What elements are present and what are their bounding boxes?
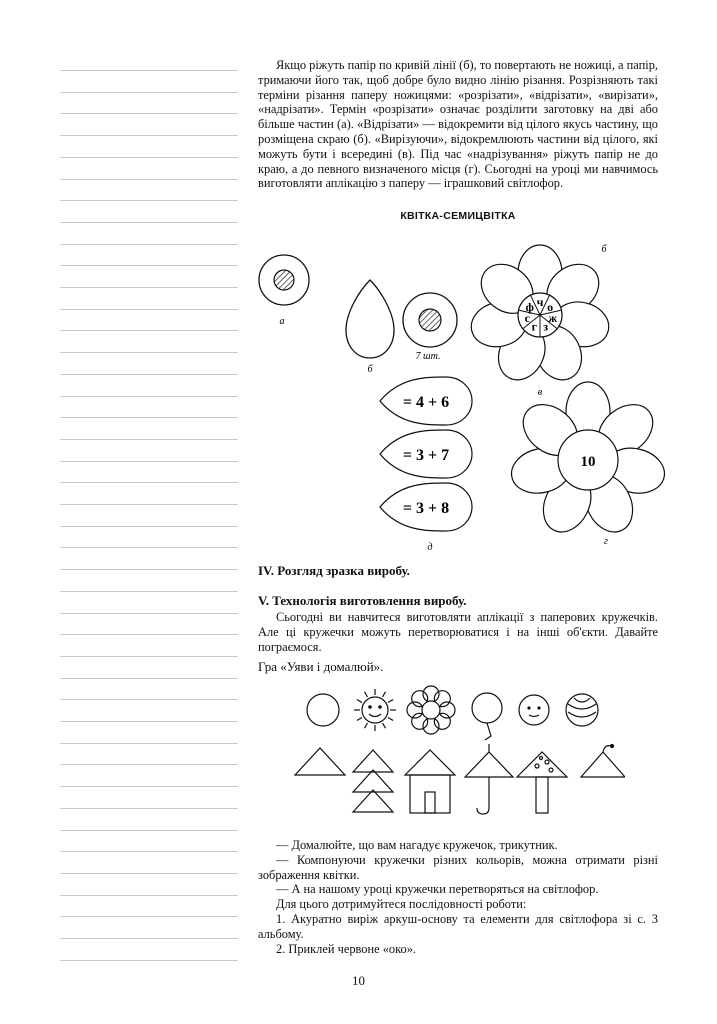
note-line bbox=[60, 461, 238, 462]
note-line bbox=[60, 439, 238, 440]
label-a: а bbox=[279, 316, 285, 327]
center-number: 10 bbox=[580, 454, 596, 470]
note-line bbox=[60, 526, 238, 527]
note-line bbox=[60, 830, 238, 831]
note-line bbox=[60, 222, 238, 223]
instruction-line-6: 2. Приклей червоне «око». bbox=[276, 941, 416, 956]
petal-letter: с bbox=[524, 310, 530, 325]
instruction-line-4: Для цього дотримуйтеся послідовності роботи: bbox=[276, 897, 527, 912]
flower-figure bbox=[250, 232, 670, 562]
petal-letter: о bbox=[547, 299, 554, 314]
note-line bbox=[60, 786, 238, 787]
note-line bbox=[60, 938, 238, 939]
note-line bbox=[60, 482, 238, 483]
note-line bbox=[60, 396, 238, 397]
petal-letter: ж bbox=[548, 310, 558, 325]
game-title: Гра «Уяви і домалюй». bbox=[258, 659, 384, 674]
label-d: д bbox=[427, 542, 433, 553]
umbrella-drawing bbox=[465, 744, 513, 814]
note-line bbox=[60, 504, 238, 505]
note-line bbox=[60, 374, 238, 375]
note-line bbox=[60, 309, 238, 310]
note-line bbox=[60, 70, 238, 71]
note-line bbox=[60, 244, 238, 245]
mushroom-drawing bbox=[517, 752, 567, 813]
instruction-line-2: — Компонуючи кружечки різних кольорів, можна отримати різні зображення квітки. bbox=[258, 852, 658, 882]
count-label: 7 шт. bbox=[415, 351, 441, 362]
section-v-body bbox=[258, 610, 658, 654]
note-line bbox=[60, 547, 238, 548]
plain-circle bbox=[307, 694, 339, 726]
section-iv-title: IV. Розгляд зразка виробу. bbox=[258, 563, 410, 578]
note-line bbox=[60, 569, 238, 570]
page-number: 10 bbox=[352, 973, 365, 988]
intro-text: Якщо ріжуть папір по кривій лінії (б), то повертають не ножиці, а папір, тримаючи його так, щоб добре було видно лінію різання. Розрізняють такі терміни різання паперу ножицями: «розрізати», «відрізати», «вирізати», «надрізати». Термін «розрізати» означає розділити заготовку на дві або більше частин (а). «Відрізати» — відокремити від цілого якусь частину, що розміщена скраю (б). «Вирізуючи», відокремлюють частини від цілого, які можуть бути і всередині (в). Під час «надрізування» ріжуть папір не до краю, а до певного визначеного місця (г). Сьогодні на уроці ми навчимось виготовляти аплікацію з паперу — іграшковий світлофор. bbox=[258, 58, 658, 191]
petal-letter: з bbox=[543, 319, 549, 334]
instructions bbox=[258, 838, 658, 956]
bird-drawing bbox=[581, 745, 625, 778]
note-line bbox=[60, 634, 238, 635]
ball-drawing bbox=[566, 694, 598, 726]
note-line bbox=[60, 808, 238, 809]
equation-text: = 4 + 6 bbox=[402, 394, 450, 411]
note-line bbox=[60, 92, 238, 93]
label-b: б bbox=[367, 364, 373, 375]
balloon-drawing bbox=[472, 693, 502, 740]
label-v: в bbox=[537, 387, 543, 398]
note-line bbox=[60, 699, 238, 700]
note-line bbox=[60, 287, 238, 288]
section-v-title: V. Технологія виготовлення виробу. bbox=[258, 593, 467, 608]
equation-text: = 3 + 7 bbox=[402, 447, 450, 464]
note-line bbox=[60, 157, 238, 158]
shapes-figure bbox=[285, 680, 625, 820]
tree-drawing bbox=[353, 750, 393, 812]
circle-a bbox=[259, 255, 309, 305]
note-line bbox=[60, 721, 238, 722]
note-line bbox=[60, 764, 238, 765]
note-line bbox=[60, 352, 238, 353]
instruction-line-3: — А на нашому уроці кружечки перетворяться на світлофор. bbox=[276, 882, 599, 897]
note-line bbox=[60, 179, 238, 180]
note-line bbox=[60, 895, 238, 896]
circle-7pcs bbox=[403, 293, 457, 347]
note-line bbox=[60, 960, 238, 961]
note-line bbox=[60, 200, 238, 201]
circle-flower-drawing bbox=[407, 686, 455, 734]
equation-petals bbox=[380, 377, 472, 531]
note-line bbox=[60, 265, 238, 266]
note-line bbox=[60, 743, 238, 744]
label-b-top: б bbox=[601, 244, 607, 255]
note-line bbox=[60, 330, 238, 331]
note-line bbox=[60, 678, 238, 679]
note-line bbox=[60, 613, 238, 614]
figure-title: КВІТКА-СЕМИЦВІТКА bbox=[400, 210, 516, 222]
section-v-text: Сьогодні ви навчитеся виготовляти аплікації з паперових кружечків. Але ці кружечки можуть перетворюватися і на інші об'єкти. Давайте пограємося. bbox=[258, 610, 658, 654]
note-line bbox=[60, 591, 238, 592]
note-line bbox=[60, 656, 238, 657]
label-g: г bbox=[604, 536, 608, 547]
note-line bbox=[60, 873, 238, 874]
note-line bbox=[60, 417, 238, 418]
note-line bbox=[60, 851, 238, 852]
note-line bbox=[60, 113, 238, 114]
face-drawing bbox=[519, 695, 549, 725]
teardrop-petal bbox=[346, 280, 394, 358]
intro-paragraph bbox=[258, 58, 658, 191]
plain-triangle bbox=[295, 748, 345, 775]
instruction-line-1: — Домалюйте, що вам нагадує кружечок, трикутник. bbox=[276, 838, 558, 852]
sun-drawing bbox=[354, 689, 396, 731]
petal-letter: ч bbox=[536, 295, 544, 309]
flower-v bbox=[467, 245, 613, 388]
petal-letter: г bbox=[531, 319, 538, 334]
note-line bbox=[60, 135, 238, 136]
instruction-line-5: 1. Акуратно виріж аркуш-основу та елементи для світлофора зі с. 3 альбому. bbox=[258, 911, 658, 941]
equation-text: = 3 + 8 bbox=[402, 500, 450, 517]
petal-letter: ф bbox=[525, 299, 534, 314]
house-drawing bbox=[405, 750, 455, 813]
note-line bbox=[60, 916, 238, 917]
